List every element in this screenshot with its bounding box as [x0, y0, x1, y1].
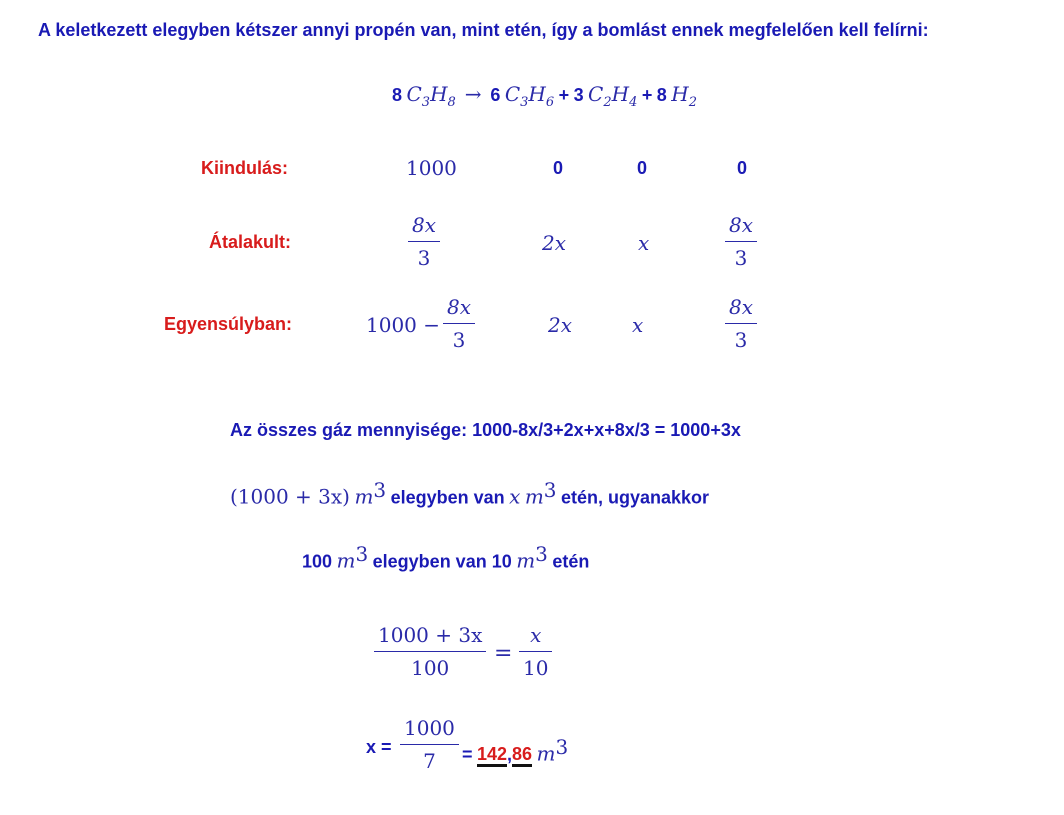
row2-fraction-1: 8x 3: [408, 213, 440, 270]
line1-expr: (1000 + 3x): [230, 484, 350, 509]
row2-fraction-4: 8x 3: [725, 213, 757, 270]
row1-c3: 0: [637, 158, 648, 178]
intro-text: A keletkezett elegyben kétszer annyi propén van, mint etén, így a bomlást ennek megfelelően kell felírni:: [38, 20, 929, 40]
equation-equals: =: [494, 641, 513, 666]
row3-c2: 2x: [548, 313, 573, 337]
equation-lhs-fraction: 1000 + 3x 100: [374, 623, 486, 680]
row1-c4: 0: [737, 158, 748, 178]
row3-c3: x: [632, 313, 644, 337]
result-fraction: 1000 7: [400, 716, 459, 773]
row1-c2: 0: [553, 158, 564, 178]
reaction-equation: 8 $C_3H_8 \to 6$ $C_3H_6 + 3$ $C_2H_4 + 8$ $H_2$: [392, 82, 697, 110]
total-gas-text: Az összes gáz mennyisége: 1000-8x/3+2x+x+8x/3 = 1000+3x: [230, 420, 741, 440]
row-label-kiindulas: Kiindulás:: [201, 158, 289, 178]
row3-prefix: 1000 −: [366, 313, 441, 337]
reaction-coef-1: 8: [392, 85, 403, 105]
line1: (1000 + 3x) $m^3$ elegyben van x $m^3$ etén, ugyanakkor: [230, 478, 710, 509]
result-lhs: x =: [366, 737, 392, 757]
reaction-arrow: →: [464, 82, 482, 106]
row2-c2: 2x: [542, 231, 567, 255]
result-value: = 142,86 $m^3$: [462, 735, 569, 766]
row-label-atalakult: Átalakult:: [209, 232, 292, 252]
row2-c3: x: [638, 231, 650, 255]
row3-fraction-1: 8x 3: [443, 295, 475, 352]
row3-fraction-4: 8x 3: [725, 295, 757, 352]
row1-c1: 1000: [406, 156, 457, 180]
row-label-egyensulyban: Egyensúlyban:: [164, 314, 293, 334]
r1-c: C: [406, 82, 422, 106]
line2: 100 $m^3$ elegyben van 10 $m^3$ etén: [302, 542, 590, 573]
equation-rhs-fraction: x 10: [519, 623, 552, 680]
result-decimal-part: 86: [512, 744, 532, 767]
result-integer-part: 142: [477, 744, 507, 767]
